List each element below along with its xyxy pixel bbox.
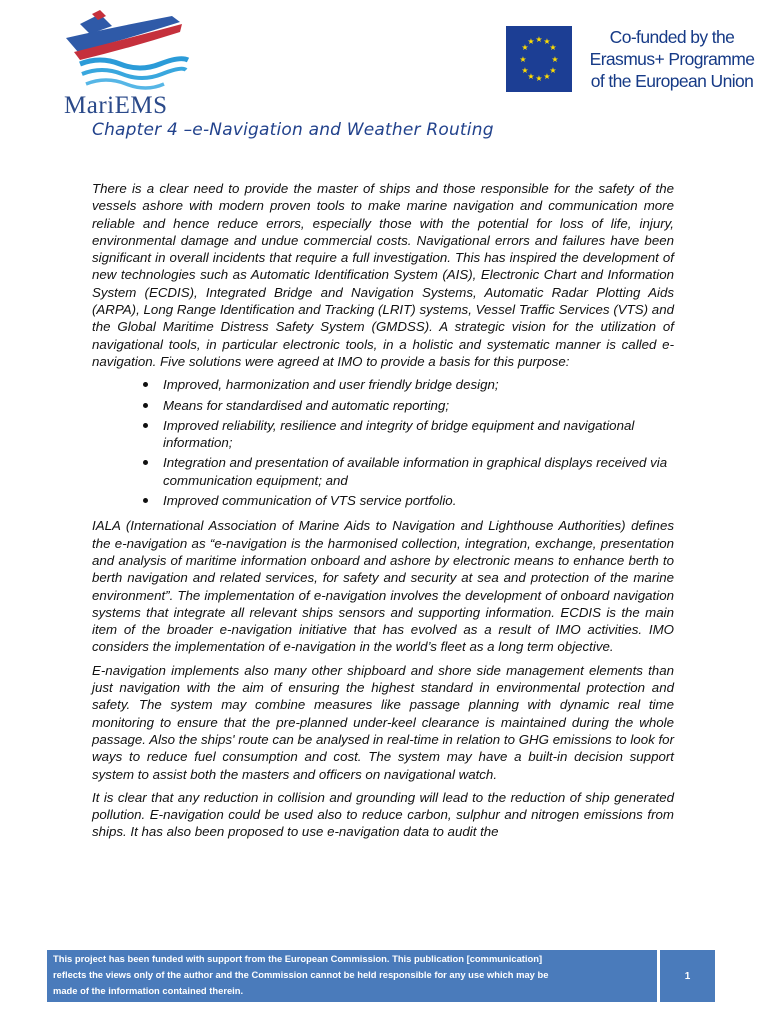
bullet-icon <box>143 382 148 387</box>
svg-text:★: ★ <box>527 37 535 46</box>
list-item-text: Improved communication of VTS service portfolio. <box>163 493 457 509</box>
svg-text:★: ★ <box>549 66 557 75</box>
svg-text:★: ★ <box>521 43 529 52</box>
paragraph: There is a clear need to provide the master of ships and those responsible for the safety of the vessels ashore with modern proven tools to make marine navigation and communication more reliable and hence reduce errors, especially those with the potential for loss of life, injury, environmental damage and undue commercial costs. Navigational errors and failures have been significant in overall incidents that require a full investigation. This has inspired the development of new technologies such as Automatic Identification System (AIS), Electronic Chart and Information System (ECDIS), Integrated Bridge and Navigation Systems, Automatic Radar Plotting Aids (ARPA), Long Range Identification and Tracking (LRIT) systems, Vessel Traffic Services (VTS) and the Global Maritime Distress Safety System (GMDSS). A strategic vision for the utilization of navigational tools, in particular electronic tools, in a holistic and systematic manner is called e-navigation. Five solutions were agreed at IMO to provide a basis for this purpose: <box>92 181 674 369</box>
bullet-icon <box>143 498 148 503</box>
bullet-icon <box>143 403 148 408</box>
eu-cofunded-text <box>582 26 762 92</box>
svg-text:★: ★ <box>519 55 527 64</box>
bullet-icon <box>143 423 148 428</box>
logo-wordmark: MariEMS <box>64 92 168 119</box>
disclaimer-line: This project has been funded with support from the European Commission. This publication [communication] <box>53 953 543 964</box>
svg-text:★: ★ <box>535 74 543 83</box>
list-item <box>163 376 674 393</box>
list-item <box>163 417 674 452</box>
svg-text:★: ★ <box>535 35 543 44</box>
disclaimer-line: reflects the views only of the author and the Commission cannot be held responsible for any use which may be <box>53 969 549 980</box>
eu-line: of the European Union <box>590 71 754 91</box>
eu-line: Co-funded by the <box>609 27 735 47</box>
list-item-text: Means for standardised and automatic reporting; <box>163 397 450 413</box>
list-item <box>163 492 674 509</box>
svg-text:★: ★ <box>527 72 535 81</box>
svg-text:★: ★ <box>521 66 529 75</box>
svg-text:★: ★ <box>543 72 551 81</box>
paragraph: E-navigation implements also many other shipboard and shore side management elements than just navigation with the aim of ensuring the highest standard in environmental protection and safety. The system may combine measures like passage planning with dynamic real time monitoring to ensure that the pre-planned under-keel clearance is maintained during the whole passage. Also the ships' route can be analysed in real-time in relation to GHG emissions to look for ways to reduce fuel consumption and cost. The system may have a built-in decision support system to assist both the masters and officers on navigational watch. <box>92 662 674 782</box>
solutions-list <box>92 376 674 509</box>
paragraph: IALA (International Association of Marine Aids to Navigation and Lighthouse Authorities) defines the e-navigation as “e-navigation is the harmonised collection, integration, exchange, presentation and analysis of maritime information onboard and ashore by electronic means to enhance berth to berth navigation and related services, for safety and security at sea and protection of the marine environment”. The implementation of e-navigation involves the development of onboard navigation systems that integrate all relevant ships sensors and supporting information. ECDIS is the main item of the broader e-navigation initiative that has evolved as a result of IMO activities. IMO considers the implementation of e-navigation in the world’s fleet as a long term objective. <box>92 518 674 655</box>
svg-text:★: ★ <box>549 43 557 52</box>
bullet-icon <box>143 460 148 465</box>
page-footer <box>47 950 715 1002</box>
eu-flag-icon <box>506 26 572 92</box>
eu-line: Erasmus+ Programme <box>589 49 755 69</box>
eu-cofunded-badge <box>506 26 756 98</box>
disclaimer-line: made of the information contained therein. <box>53 985 244 996</box>
svg-text:★: ★ <box>551 55 559 64</box>
funding-disclaimer <box>47 950 657 1002</box>
list-item <box>163 454 674 489</box>
list-item-text: Integration and presentation of available information in graphical displays received via communication equipment; and <box>163 455 668 488</box>
page-number: 1 <box>660 950 715 1002</box>
document-body <box>92 180 674 847</box>
list-item-text: Improved, harmonization and user friendly bridge design; <box>163 377 499 393</box>
ship-logo-icon <box>60 8 190 98</box>
mariems-logo <box>60 8 190 118</box>
list-item <box>163 397 674 414</box>
chapter-title: Chapter 4 –e-Navigation and Weather Routing <box>92 120 494 140</box>
list-item-text: Improved reliability, resilience and integrity of bridge equipment and navigational information; <box>163 417 635 451</box>
svg-text:★: ★ <box>543 37 551 46</box>
paragraph: It is clear that any reduction in collision and grounding will lead to the reduction of ship generated pollution. E-navigation could be used also to reduce carbon, sulphur and nitrogen emissions from ships. It has also been proposed to use e-navigation data to audit the <box>92 789 674 840</box>
